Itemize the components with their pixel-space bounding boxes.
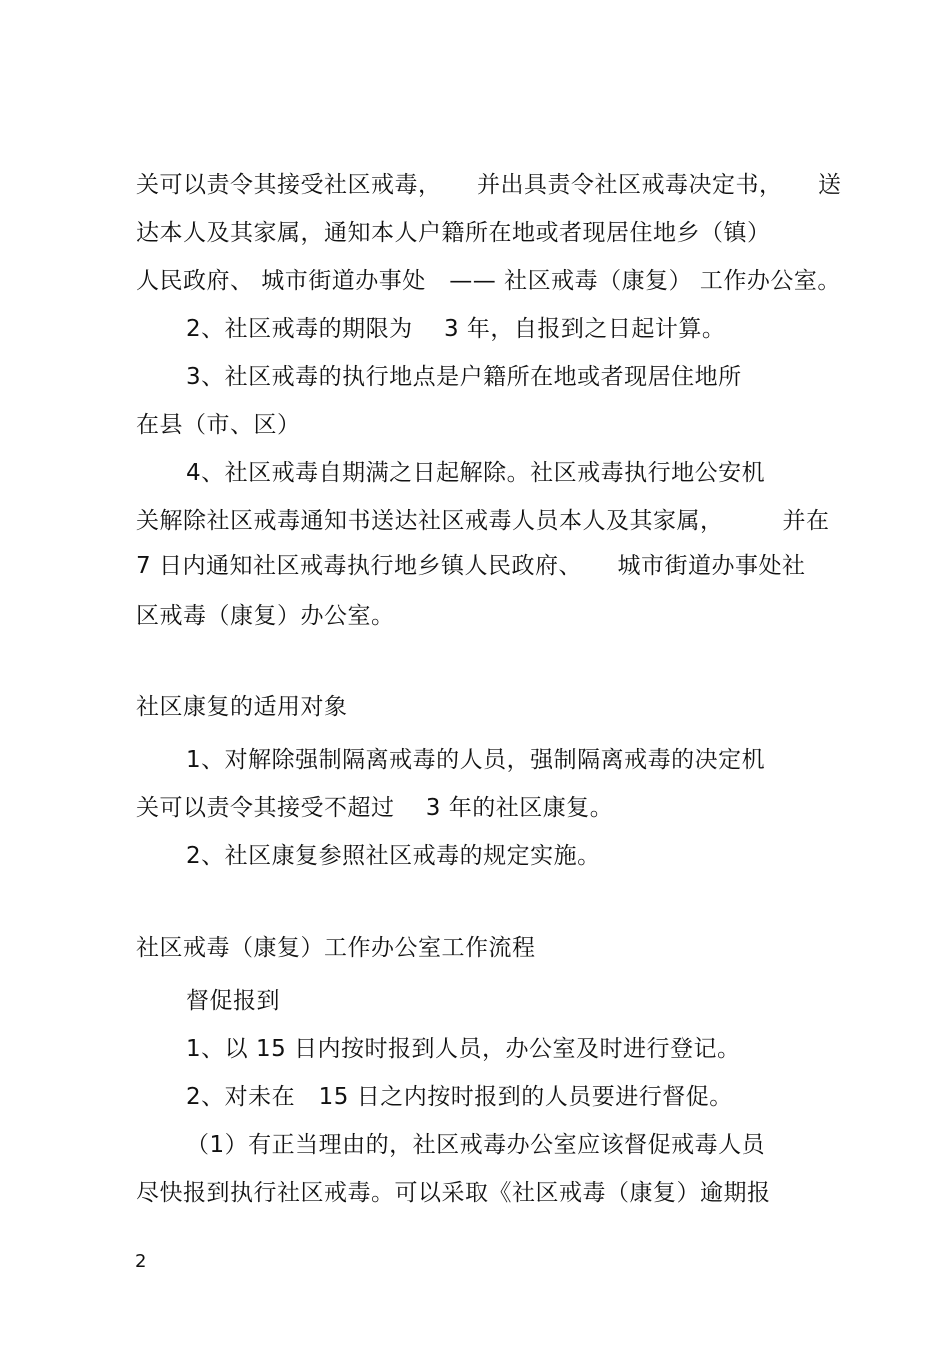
- body-line-20: 尽快报到执行社区戒毒。可以采取《社区戒毒（康复）逾期报: [136, 1180, 771, 1206]
- body-line-9: 7 日内通知社区戒毒执行地乡镇人民政府、 城市街道办事处社: [136, 553, 806, 579]
- section-heading-workflow: 社区戒毒（康复）工作办公室工作流程: [136, 935, 536, 961]
- body-line-13: 关可以责令其接受不超过 3 年的社区康复。: [136, 795, 614, 821]
- body-line-2: 达本人及其家属，通知本人户籍所在地或者现居住地乡（镇）: [136, 220, 771, 246]
- page-number: 2: [135, 1251, 147, 1272]
- body-line-1: 关可以责令其接受社区戒毒， 并出具责令社区戒毒决定书， 送: [136, 172, 842, 198]
- body-line-10: 区戒毒（康复）办公室。: [136, 603, 395, 629]
- body-line-5: 3、社区戒毒的执行地点是户籍所在地或者现居住地所: [186, 364, 742, 390]
- body-line-3: 人民政府、 城市街道办事处 —— 社区戒毒（康复） 工作办公室。: [136, 268, 841, 294]
- body-line-7: 4、社区戒毒自期满之日起解除。社区戒毒执行地公安机: [186, 460, 766, 486]
- body-line-12: 1、对解除强制隔离戒毒的人员，强制隔离戒毒的决定机: [186, 747, 766, 773]
- section-heading-community-rehab: 社区康复的适用对象: [136, 694, 348, 720]
- subheading-urge-report: 督促报到: [186, 988, 280, 1014]
- body-line-4: 2、社区戒毒的期限为 3 年，自报到之日起计算。: [186, 316, 726, 342]
- body-line-18: 2、对未在 15 日之内按时报到的人员要进行督促。: [186, 1084, 733, 1110]
- body-line-17: 1、以 15 日内按时报到人员，办公室及时进行登记。: [186, 1036, 741, 1062]
- body-line-14: 2、社区康复参照社区戒毒的规定实施。: [186, 843, 601, 869]
- body-line-6: 在县（市、区）: [136, 412, 301, 438]
- body-line-19: （1）有正当理由的，社区戒毒办公室应该督促戒毒人员: [186, 1132, 766, 1158]
- body-line-8: 关解除社区戒毒通知书送达社区戒毒人员本人及其家属， 并在: [136, 508, 830, 534]
